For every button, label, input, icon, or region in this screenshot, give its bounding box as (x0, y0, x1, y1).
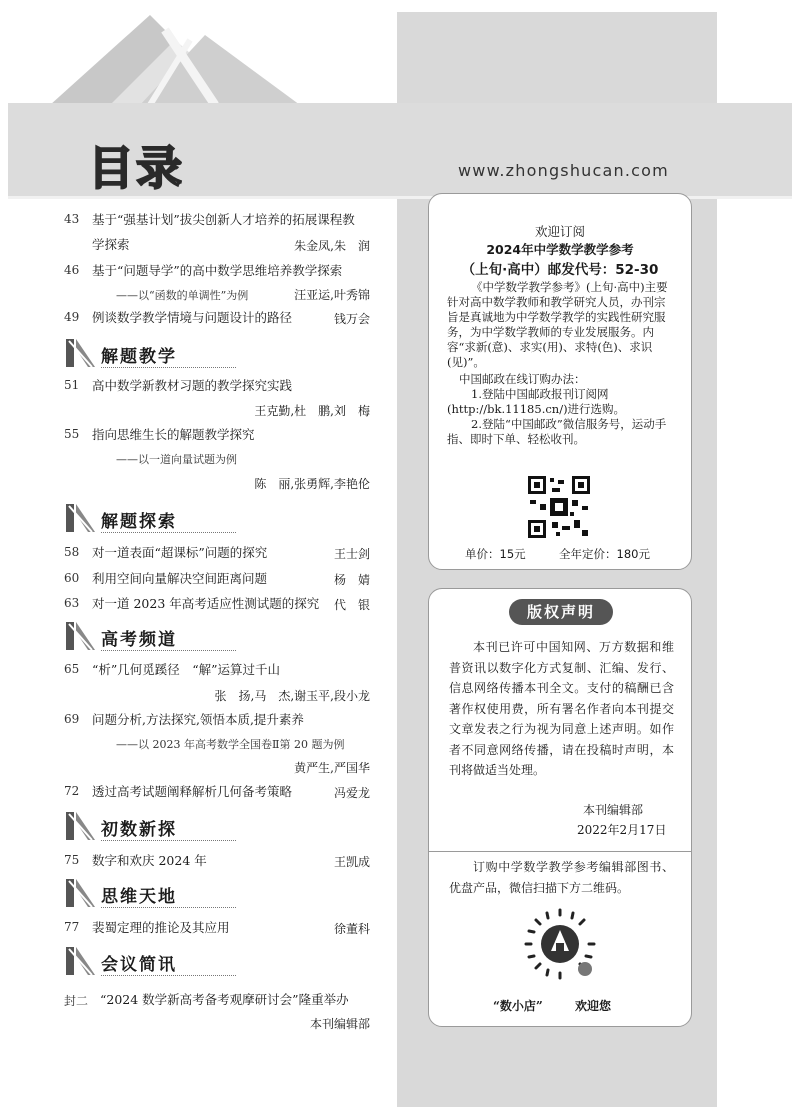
toc-title: 数字和欢庆 2024 年 (92, 853, 207, 868)
toc-title: 利用空间向量解决空间距离问题 (92, 571, 268, 586)
toc-title: 透过高考试题阐释解析几何备考策略 (92, 784, 293, 799)
toc-authors: 王士剑 (333, 547, 370, 561)
qr-code-icon[interactable] (526, 474, 592, 540)
toc-authors: 朱金凤,朱 润 (294, 239, 370, 253)
page-title: 目录 (88, 141, 184, 195)
header-decoration (40, 10, 320, 110)
copyright-badge: 版权声明 (509, 599, 613, 625)
toc-page-number: 63 (64, 596, 80, 610)
section-title: 解题教学 (101, 347, 177, 367)
toc-authors: 张 扬,马 杰,谢玉平,段小龙 (214, 689, 370, 703)
section-title: 初数新探 (101, 820, 177, 840)
journal-intro: 《中学数学教学参考》(上旬·高中)主要针对高中数学教师和教学研究人员，办刊宗旨是真诚地为中学数学教学的实践性研究服务，为中学数学教师的专业发展服务。内容“求新(意)、求实(用)、求特(色)、求识(见)”。 (447, 280, 668, 369)
section-logo-icon (64, 877, 98, 909)
toc-page-number: 69 (64, 712, 80, 726)
shop-name: “数小店” (493, 999, 543, 1013)
card-divider (429, 851, 691, 852)
section-underline (101, 650, 236, 651)
toc-authors: 代 银 (333, 598, 370, 612)
section-header (64, 620, 236, 652)
section-header (64, 877, 236, 909)
toc-authors: 汪亚运,叶秀锦 (294, 288, 370, 302)
copyright-card (428, 588, 692, 1027)
order-method-title: 中国邮政在线订购办法： (459, 372, 586, 386)
toc-authors: 王克勤,杜 鹏,刘 梅 (254, 404, 370, 418)
toc-title-cont: 学探索 (92, 237, 130, 252)
toc-authors: 钱万会 (333, 312, 370, 326)
toc-page-number: 75 (64, 853, 80, 867)
section-underline (101, 975, 236, 976)
copyright-date: 2022年2月17日 (577, 823, 667, 837)
journal-name: 2024年中学数学教学参考 (486, 242, 634, 257)
toc-page-number: 65 (64, 662, 80, 676)
toc-page-number: 封二 (64, 994, 89, 1008)
toc-authors: 陈 丽,张勇辉,李艳伦 (254, 477, 370, 491)
section-title: 思维天地 (101, 887, 177, 907)
website-url: www.zhongshucan.com (458, 161, 669, 180)
toc-page-number: 43 (64, 212, 80, 226)
section-header (64, 810, 236, 842)
toc-page-number: 60 (64, 571, 80, 585)
toc-page-number: 72 (64, 784, 80, 798)
section-header (64, 945, 236, 977)
section-logo-icon (64, 810, 98, 842)
toc-title: 对一道表面“超课标”问题的探究 (92, 545, 268, 560)
section-logo-icon (64, 945, 98, 977)
section-title: 解题探索 (101, 512, 177, 532)
price-year: 全年定价：180元 (559, 547, 650, 561)
section-header (64, 337, 236, 369)
toc-authors: 黄严生,严国华 (294, 761, 370, 775)
welcome-text: 欢迎您 (575, 999, 612, 1013)
copyright-body: 本刊已许可中国知网、万方数据和维普资讯以数字化方式复制、汇编、发行、信息网络传播本刊全文。支付的稿酬已含著作权使用费，所有署名作者向本刊提交文章发表之行为视为同意上述声明。如作者不同意网络传播，请在投稿时声明，本刊将做适当处理。 (449, 640, 674, 777)
toc-authors: 冯爱龙 (333, 786, 370, 800)
section-logo-icon (64, 620, 98, 652)
toc-title: 裴蜀定理的推论及其应用 (92, 920, 230, 935)
toc-title: 高中数学新教材习题的教学探究实践 (92, 378, 293, 393)
toc-subtitle: ——以一道向量试题为例 (116, 453, 237, 466)
section-underline (101, 367, 236, 368)
toc-title: 指向思维生长的解题教学探究 (92, 427, 255, 442)
section-title: 会议简讯 (101, 955, 177, 975)
section-header (64, 502, 236, 534)
order-text: 订购中学数学教学参考编辑部图书、优盘产品，微信扫描下方二维码。 (449, 860, 674, 895)
toc-page-number: 46 (64, 263, 80, 277)
subscribe-heading: 欢迎订阅 (534, 224, 585, 239)
mini-program-code-icon[interactable] (523, 907, 597, 981)
toc-page-number: 58 (64, 545, 80, 559)
section-title: 高考频道 (101, 630, 177, 650)
toc-title: “2024 数学新高考备考观摩研讨会”隆重举办 (100, 992, 349, 1007)
toc-title: “析”几何觅蹊径 “解”运算过千山 (92, 662, 281, 677)
section-underline (101, 907, 236, 908)
toc-title: 问题分析,方法探究,领悟本质,提升素养 (92, 712, 304, 727)
toc-authors: 杨 婧 (333, 573, 370, 587)
toc-title: 对一道 2023 年高考适应性测试题的探究 (92, 596, 320, 611)
copyright-signer: 本刊编辑部 (583, 803, 644, 817)
price-single: 单价：15元 (465, 547, 526, 561)
toc-authors: 王凯成 (333, 855, 370, 869)
subscription-card (428, 193, 692, 570)
toc-page-number: 49 (64, 310, 80, 324)
postal-code: （上旬·高中）邮发代号：52-30 (461, 262, 659, 278)
toc-subtitle: ——以 2023 年高考数学全国卷Ⅱ第 20 题为例 (116, 738, 345, 751)
toc-page-number: 77 (64, 920, 80, 934)
toc-page-number: 51 (64, 378, 80, 392)
section-underline (101, 532, 236, 533)
toc-title: 基于“问题导学”的高中数学思维培养教学探索 (92, 263, 343, 278)
section-logo-icon (64, 502, 98, 534)
toc-title: 基于“强基计划”拔尖创新人才培养的拓展课程教 (92, 212, 355, 227)
order-method-2: 2.登陆“中国邮政”微信服务号，运动手指、即时下单、轻松收刊。 (447, 417, 667, 446)
section-logo-icon (64, 337, 98, 369)
toc-authors: 本刊编辑部 (309, 1017, 370, 1031)
toc-authors: 徐董科 (333, 922, 370, 936)
toc-title: 例谈数学教学情境与问题设计的路径 (92, 310, 293, 325)
section-underline (101, 840, 236, 841)
toc-page-number: 55 (64, 427, 80, 441)
toc-subtitle: ——以“函数的单调性”为例 (116, 289, 249, 302)
order-method-1: 1.登陆中国邮政报刊订阅网(http://bk.11185.cn/)进行选购。 (447, 387, 626, 416)
